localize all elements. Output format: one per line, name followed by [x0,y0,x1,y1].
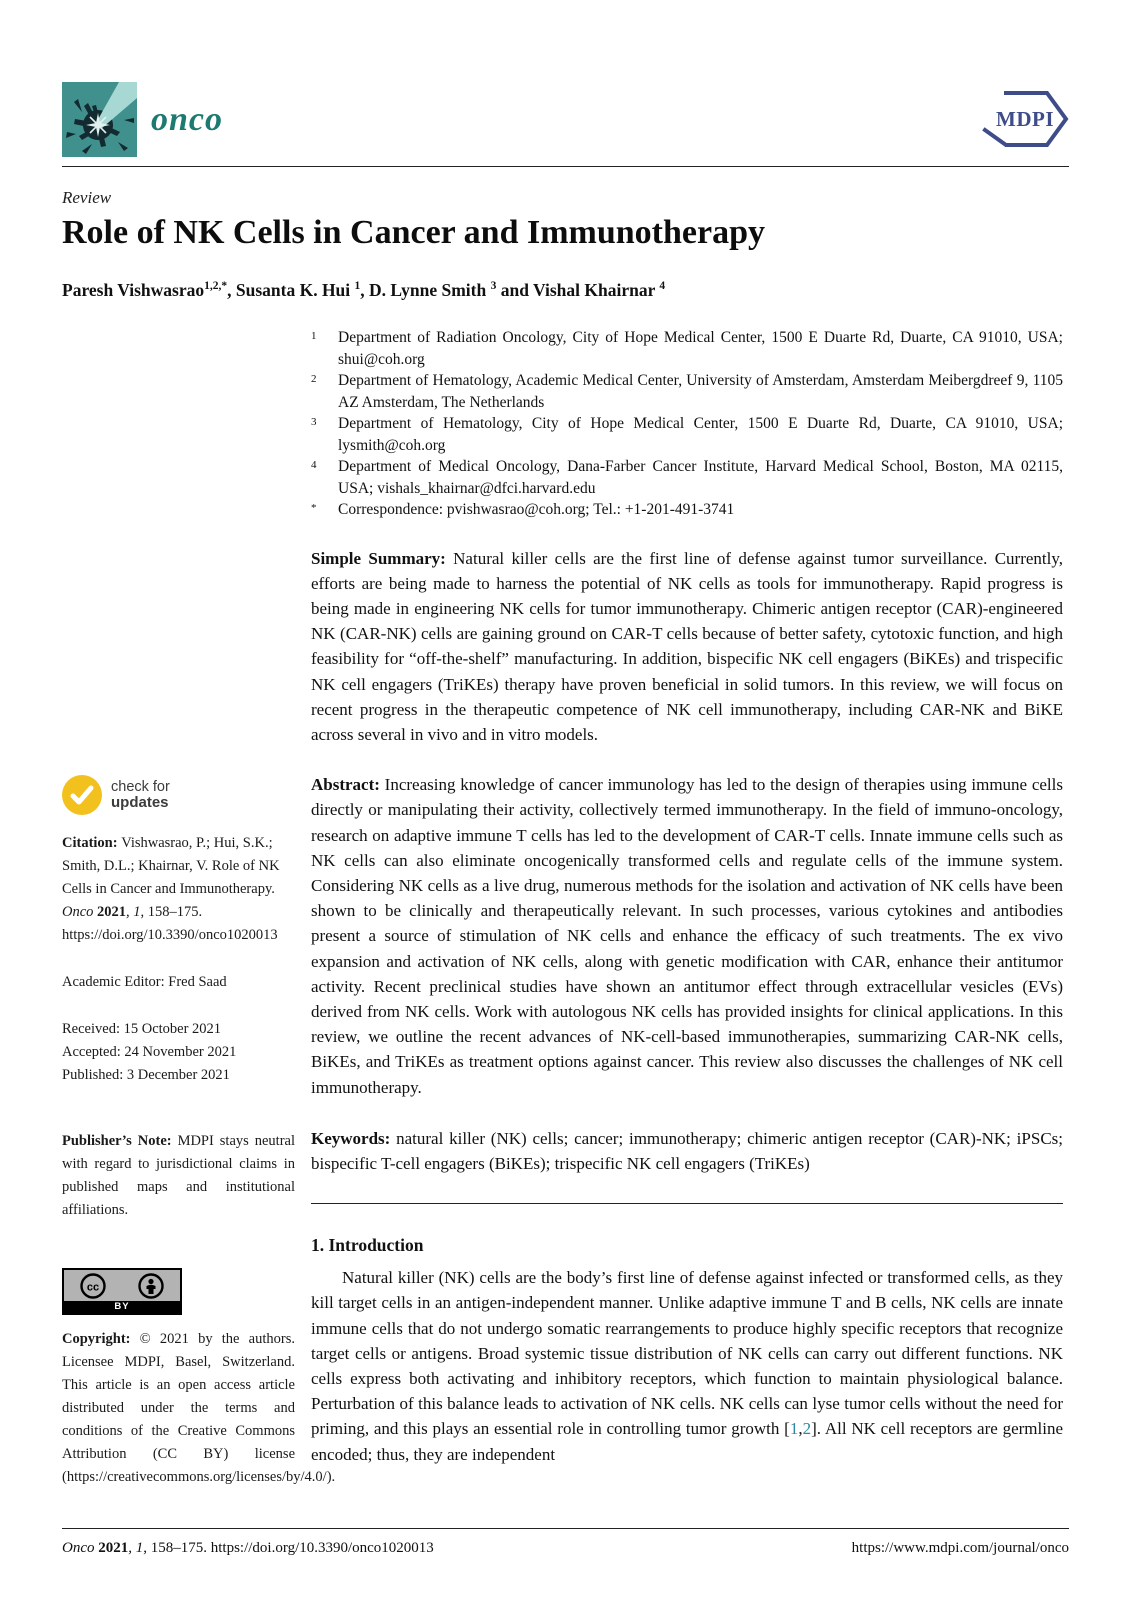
onco-logo-icon [62,82,137,157]
copyright-text: © 2021 by the authors. Licensee MDPI, Basel, Switzerland. This article is an open access article distributed under the terms and conditions of the Creative Commons Attribution (CC BY) license (https://creativecommons.org/licenses/by/4.0/). [62,1331,336,1485]
author-affil-sup: 1,2,* [204,280,228,293]
intro-text: Natural killer (NK) cells are the body’s first line of defense against infected or transformed cells, as they kill target cells in an antigen-independent manner. Unlike adaptive immune T and B cells, NK cells are innate immune cells that do not undergo somatic rearrangements to produce highly specific receptors that recognize target cells or antigens. Broad systemic tissue distribution of NK cells can carry out different functions. NK cells express both activating and inhibitory receptors, which function to maintain physiological balance. Perturbation of this balance leads to activation of NK cells. NK cells can lyse tumor cells without the need for priming, and this plays an essential role in controlling tumor growth [ [311,1268,1063,1439]
footer-journal-url[interactable]: https://www.mdpi.com/journal/onco [851,1540,1069,1556]
page-title: Role of NK Cells in Cancer and Immunotherapy [62,214,765,251]
footer-journal: Onco [62,1540,95,1556]
publishers-note-text: MDPI stays neutral with regard to jurisdictional claims in published maps and institutional affiliations. [62,1133,295,1218]
author-name: D. Lynne Smith [369,280,487,300]
received-date: Received: 15 October 2021 [62,1021,222,1037]
intro-text: ]. All NK cell receptors are germline encoded; thus, they are independent [311,1419,1063,1464]
cc-by-label: BY [64,1301,180,1313]
author-name: Susanta K. Hui [235,280,351,300]
correspondence-marker: * [311,502,317,514]
footer-citation [62,1540,434,1557]
accepted-date: Accepted: 24 November 2021 [62,1044,237,1060]
left-sidebar [62,327,336,1489]
abstract-label: Abstract: [311,775,385,795]
cc-icon [80,1273,106,1299]
affiliation-item [311,370,1063,413]
page-footer [62,1528,1069,1557]
author-line [62,280,1069,301]
page-header [62,82,1069,167]
mdpi-logo[interactable] [981,90,1069,148]
affiliation-marker: 1 [311,330,317,342]
citation-doi-link[interactable]: https://doi.org/10.3390/onco1020013 [62,927,278,943]
publishers-note-label: Publisher’s Note: [62,1133,178,1149]
citation-comma: , [798,1419,803,1439]
citation-label: Citation: [62,835,122,851]
svg-text:cc: cc [86,1281,100,1293]
main-column [311,327,1063,1489]
journal-brand [62,82,223,157]
footer-volume: , 1 [128,1540,144,1556]
simple-summary-label: Simple Summary: [311,548,454,568]
citation-ref-1[interactable]: 1 [789,1419,799,1439]
affiliations-list [311,327,1063,521]
affiliation-text: Department of Hematology, City of Hope Medical Center, 1500 E Duarte Rd, Duarte, CA 91010, USA; lysmith@coh.org [338,415,1063,454]
citation-journal: Onco [62,904,94,920]
copyright-label: Copyright: [62,1331,140,1347]
citation-ref-2[interactable]: 2 [802,1419,812,1439]
mdpi-wordmark: MDPI [996,107,1054,131]
published-date: Published: 3 December 2021 [62,1067,230,1083]
check-badge-line1: check for [111,778,170,795]
citation-block [62,832,295,947]
footer-doi-link[interactable]: https://doi.org/10.3390/onco1020013 [210,1540,434,1556]
publishers-note [62,1130,295,1222]
author-separator: and [496,280,533,300]
introduction-paragraph [311,1265,1063,1467]
header-divider [62,166,1069,167]
check-badge-label [111,780,170,811]
title-block [62,188,1069,301]
academic-editor: Academic Editor: Fred Saad [62,974,227,990]
affiliation-marker: 4 [311,459,317,471]
citation-pages: , 158–175. [140,904,203,920]
author-affil-sup: 1 [354,280,361,293]
author-affil-sup: 4 [659,280,666,293]
cc-by-badge[interactable] [62,1268,182,1315]
article-type-label: Review [62,188,112,207]
history-dates [62,1018,295,1087]
footer-divider [62,1528,1069,1529]
abstract-text: Increasing knowledge of cancer immunology has led to the design of therapies using immune cells directly or manipulating their activity, collectively termed immunotherapy. In the field of immuno-oncology, research on adaptive immune T cells has led to the development of CAR-T cells. Innate immune cells such as NK cells can also eliminate oncogenically transformed cells and regulate cells of the immune system. Considering NK cells as a live drug, numerous methods for the isolation and activation of NK cells have been shown to be clinically and therapeutically relevant. In such processes, various cytokines and antibodies present a source of stimulation of NK cells and enhance the efficacy of such treatments. The ex vivo expansion and activation of NK cells, along with genetic modification with CAR, enhance their antitumor activity. Recent preclinical studies have shown an antitumor effect through extracellular vesicles (EVs) derived from NK cells. Work with autologous NK cells has provided insights for clinical applications. In this review, we outline the recent advances of NK-cell-based immunotherapies, summarizing CAR-NK cells, BiKEs, and TriKEs as treatment options against cancer. This review also discusses the challenges of NK cell immunotherapy. [311,775,1063,1097]
simple-summary [311,546,1063,748]
correspondence-item [311,499,1063,521]
check-circle-icon [62,775,102,815]
check-for-updates-badge[interactable] [62,775,212,815]
keywords [311,1126,1063,1176]
check-badge-line2: updates [111,793,169,811]
citation-year: 2021 [93,904,127,920]
keywords-divider [311,1203,1063,1204]
affiliation-text: Department of Hematology, Academic Medical Center, University of Amsterdam, Amsterdam Meibergdreef 9, 1105 AZ Amsterdam, The Netherlands [338,372,1063,411]
section-heading-introduction: 1. Introduction [311,1235,424,1256]
citation-volume: , 1 [126,904,141,920]
keywords-text: natural killer (NK) cells; cancer; immunotherapy; chimeric antigen receptor (CAR)-NK; iPSCs; bispecific T-cell engagers (BiKEs); trispecific NK cell engagers (TriKEs) [311,1128,1063,1173]
person-icon [138,1273,164,1299]
author-affil-sup: 3 [490,280,497,293]
citation-authors: Vishwasrao, P.; Hui, S.K.; Smith, D.L.; Khairnar, V. Role of NK Cells in Cancer and Immunotherapy. [62,835,280,897]
author-separator: , [360,280,370,300]
affiliation-item [311,413,1063,456]
copyright-notice [62,1328,336,1489]
affiliation-marker: 3 [311,416,317,428]
abstract [311,772,1063,1100]
correspondence-text: Correspondence: pvishwasrao@coh.org; Tel.: +1-201-491-3741 [338,501,735,518]
author-name: Paresh Vishwasrao [62,280,205,300]
journal-name: onco [151,100,223,138]
affiliation-item [311,327,1063,370]
affiliation-marker: 2 [311,373,317,385]
keywords-label: Keywords: [311,1128,397,1148]
affiliation-item [311,456,1063,499]
footer-pages: , 158–175. [143,1540,211,1556]
author-name: Vishal Khairnar [533,280,656,300]
affiliation-text: Department of Radiation Oncology, City of Hope Medical Center, 1500 E Duarte Rd, Duarte, CA 91010, USA; shui@coh.org [338,329,1063,368]
author-separator: , [227,280,236,300]
affiliation-text: Department of Medical Oncology, Dana-Farber Cancer Institute, Harvard Medical School, Boston, MA 02115, USA; vishals_khairnar@dfci.harvard.edu [338,458,1063,497]
footer-year: 2021 [94,1540,129,1556]
simple-summary-text: Natural killer cells are the first line of defense against tumor surveillance. Currently, efforts are being made to harness the potential of NK cells as tools for immunotherapy. Rapid progress is being made in engineering NK cells for tumor immunotherapy. Chimeric antigen receptor (CAR)-engineered NK (CAR-NK) cells are gaining ground on CAR-T cells because of better safety, cytotoxic function, and high feasibility for “off-the-shelf” manufacturing. In addition, bispecific NK cell engagers (BiKEs) and trispecific NK cell engagers (TriKEs) therapy have proven beneficial in solid tumors. In this review, we will focus on recent progress in the therapeutic competence of NK cell immunotherapy, including CAR-NK and BiKE across several in vivo and in vitro models. [311,548,1063,744]
